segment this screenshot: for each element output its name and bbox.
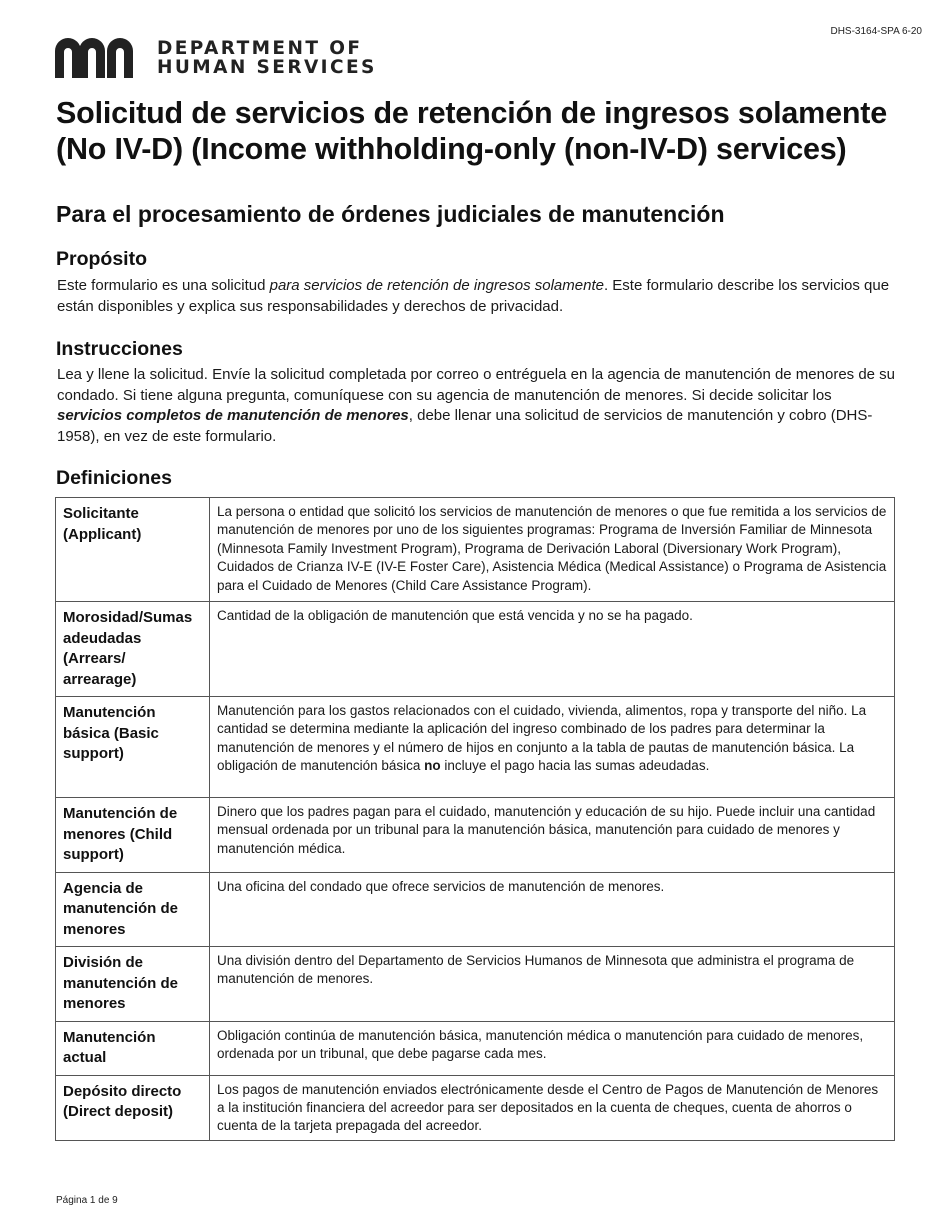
term-cell: División de manutención de menores xyxy=(56,947,210,1022)
table-row xyxy=(56,872,895,947)
mn-logo-icon xyxy=(55,38,145,78)
term-cell: Depósito directo (Direct deposit) xyxy=(56,1075,210,1140)
page-title: Solicitud de servicios de retención de ingresos solamente (No IV-D) (Income withholding-only (non-IV-D) services) xyxy=(56,96,887,166)
definition-cell: Dinero que los padres pagan para el cuidado, manutención y educación de su hijo. Puede incluir una cantidad mensual ordenada por un tribunal para la manutención básica, manutención para cuidado de menores y manutención médica. xyxy=(210,798,895,873)
definition-cell: Manutención para los gastos relacionados con el cuidado, vivienda, alimentos, ropa y transporte del niño. La cantidad se determina mediante la aplicación del ingreso combinado de los padres para determinar la manutención de menores y el número de hijos en conjunto a la tabla de pautas de manutención básica. La obligación de manutención básica no incluye el pago hacia las sumas adeudadas. xyxy=(210,697,895,798)
purpose-heading: Propósito xyxy=(56,248,147,270)
page-subtitle: Para el procesamiento de órdenes judiciales de manutención xyxy=(56,201,725,227)
term-cell: Morosidad/Sumas adeudadas (Arrears/ arrearage) xyxy=(56,602,210,697)
term-cell: Solicitante (Applicant) xyxy=(56,498,210,602)
table-row xyxy=(56,602,895,697)
table-row xyxy=(56,798,895,873)
term-cell: Manutención actual xyxy=(56,1021,210,1075)
dhs-logo xyxy=(55,38,377,78)
definition-cell: La persona o entidad que solicitó los servicios de manutención de menores o que fue remitida a los servicios de manutención de menores por uno de los siguientes programas: Programa de Inversión Familiar de Minnesota (Minnesota Family Investment Program), Programa de Derivación Laboral (Diversionary Work Program), Cuidados de Crianza IV-E (IV-E Foster Care), Asistencia Médica (Medical Assistance) o Programa de Asistencia para el Cuidado de Menores (Child Care Assistance Program). xyxy=(210,498,895,602)
definition-cell: Obligación continúa de manutención básica, manutención médica o manutención para cuidado de menores, ordenada por un tribunal, que debe pagarse cada mes. xyxy=(210,1021,895,1075)
definitions-heading: Definiciones xyxy=(56,467,172,489)
instructions-text: Lea y llene la solicitud. Envíe la solicitud completada por correo o entréguela en la agencia de manutención de menores de su condado. Si tiene alguna pregunta, comuníquese con su agencia de manutención de menores. Si decide solicitar los servicios completos de manutención de menores, debe llenar una solicitud de servicios de manutención y cobro (DHS-1958), en vez de este formulario. xyxy=(57,366,896,445)
definition-cell: Cantidad de la obligación de manutención que está vencida y no se ha pagado. xyxy=(210,602,895,697)
definition-cell: Una división dentro del Departamento de Servicios Humanos de Minnesota que administra el programa de manutención de menores. xyxy=(210,947,895,1022)
instructions-heading: Instrucciones xyxy=(56,338,183,360)
term-cell: Manutención básica (Basic support) xyxy=(56,697,210,798)
table-row xyxy=(56,697,895,798)
form-code: DHS-3164-SPA 6-20 xyxy=(830,26,922,37)
page-number: Página 1 de 9 xyxy=(56,1195,118,1206)
logo-line-1: DEPARTMENT OF xyxy=(157,38,363,59)
logo-line-2: HUMAN SERVICES xyxy=(157,57,377,78)
table-row xyxy=(56,1075,895,1140)
term-cell: Agencia de manutención de menores xyxy=(56,872,210,947)
definition-cell: Los pagos de manutención enviados electrónicamente desde el Centro de Pagos de Manutención de Menores a la institución financiera del acreedor para ser depositados en la cuenta de cheques, cuenta de ahorros o cuenta de la tarjeta prepagada del acreedor. xyxy=(210,1075,895,1140)
definitions-table xyxy=(55,497,895,1141)
table-row xyxy=(56,498,895,602)
definition-cell: Una oficina del condado que ofrece servicios de manutención de menores. xyxy=(210,872,895,947)
table-row xyxy=(56,1021,895,1075)
purpose-text: Este formulario es una solicitud para servicios de retención de ingresos solamente. Este formulario describe los servicios que están disponibles y explica sus responsabilidades y derechos de privacidad. xyxy=(57,277,890,315)
table-row xyxy=(56,947,895,1022)
term-cell: Manutención de menores (Child support) xyxy=(56,798,210,873)
